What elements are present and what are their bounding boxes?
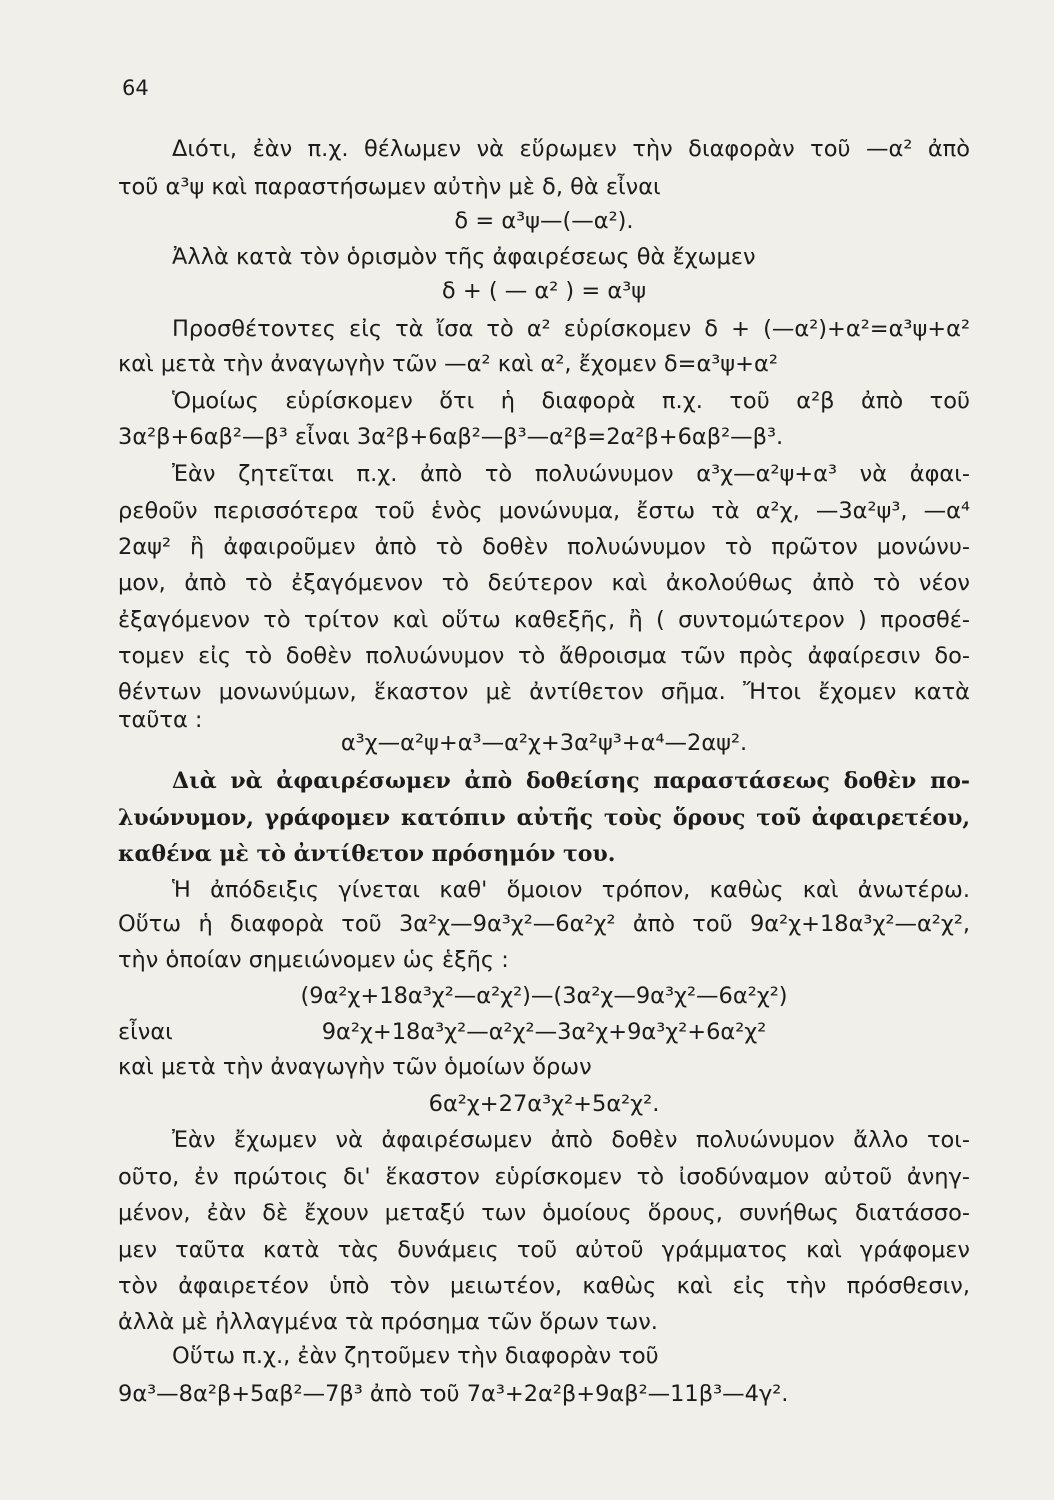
- text-line: τοῦ α³ψ καὶ παραστήσωμεν αὐτὴν μὲ δ, θὰ εἶναι: [118, 174, 661, 200]
- text-line: Προσθέτοντες εἰς τὰ ἴσα τὸ α² εὑρίσκομεν δ + (—α²)+α²=α³ψ+α²: [172, 316, 970, 342]
- text-line: θέντων μονωνύμων, ἕκαστον μὲ ἀντίθετον σῆμα. Ἤτοι ἔχομεν κατὰ: [118, 679, 970, 705]
- text-line: καὶ μετὰ τὴν ἀναγωγὴν τῶν —α² καὶ α², ἔχομεν δ=α³ψ+α²: [118, 351, 778, 377]
- text-line: ἀλλὰ μὲ ἠλλαγμένα τὰ πρόσημα τῶν ὅρων των.: [118, 1309, 658, 1335]
- formula-line: δ = α³ψ—(—α²).: [454, 208, 634, 234]
- text-line: τὸν ἀφαιρετέον ὑπὸ τὸν μειωτέον, καθὼς καὶ εἰς τὴν πρόσθεσιν,: [118, 1273, 970, 1299]
- formula-line: 6α²χ+27α³χ²+5α²χ².: [428, 1091, 660, 1117]
- text-line: ἐξαγόμενον τὸ τρίτον καὶ οὕτω καθεξῆς, ἢ ( συντομώτερον ) προσθέ-: [118, 607, 970, 633]
- text-line: 3α²β+6αβ²—β³ εἶναι 3α²β+6αβ²—β³—α²β=2α²β+6αβ²—β³.: [118, 424, 784, 450]
- text-line: 2αψ² ἢ ἀφαιροῦμεν ἀπὸ τὸ δοθὲν πολυώνυμον τὸ πρῶτον μονώνυ-: [118, 534, 970, 560]
- rule-bold-line: Διὰ νὰ ἀφαιρέσωμεν ἀπὸ δοθείσης παραστάσεως δοθὲν πο-: [172, 768, 970, 794]
- text-line: ταῦτα :: [118, 707, 203, 733]
- text-label: εἶναι: [118, 1019, 173, 1045]
- text-line: Ἐὰν ἔχωμεν νὰ ἀφαιρέσωμεν ἀπὸ δοθὲν πολυώνυμον ἄλλο τοι-: [172, 1127, 970, 1153]
- text-line: οῦτο, ἐν πρώτοις δι' ἕκαστον εὑρίσκομεν τὸ ἰσοδύναμον αὐτοῦ ἀνηγ-: [118, 1164, 970, 1190]
- text-line: Ὁμοίως εὑρίσκομεν ὅτι ἡ διαφορὰ π.χ. τοῦ α²β ἀπὸ τοῦ: [172, 388, 970, 414]
- rule-bold-line: λυώνυμον, γράφομεν κατόπιν αὐτῆς τοὺς ὅρους τοῦ ἀφαιρετέου,: [118, 805, 970, 831]
- text-line: καὶ μετὰ τὴν ἀναγωγὴν τῶν ὁμοίων ὅρων: [118, 1054, 592, 1080]
- text-line: Ἡ ἀπόδειξις γίνεται καθ' ὅμοιον τρόπον, καθὼς καὶ ἀνωτέρω.: [172, 877, 970, 903]
- text-line: ρεθοῦν περισσότερα τοῦ ἑνὸς μονώνυμα, ἔστω τὰ α²χ, —3α²ψ³, —α⁴: [118, 498, 970, 524]
- text-line: μένον, ἐὰν δὲ ἔχουν μεταξύ των ὁμοίους ὅρους, συνήθως διατάσσο-: [118, 1200, 970, 1226]
- formula-line: (9α²χ+18α³χ²—α²χ²)—(3α²χ—9α³χ²—6α²χ²): [300, 983, 788, 1009]
- text-line: Διότι, ἐὰν π.χ. θέλωμεν νὰ εὕρωμεν τὴν διαφορὰν τοῦ —α² ἀπὸ: [172, 136, 970, 162]
- text-line: μον, ἀπὸ τὸ ἐξαγόμενον τὸ δεύτερον καὶ ἀκολούθως ἀπὸ τὸ νέον: [118, 570, 970, 596]
- text-line: τὴν ὁποίαν σημειώνομεν ὡς ἑξῆς :: [118, 947, 509, 973]
- text-line: Ἀλλὰ κατὰ τὸν ὁρισμὸν τῆς ἀφαιρέσεως θὰ ἔχωμεν: [172, 244, 756, 270]
- text-line: Οὕτω ἡ διαφορὰ τοῦ 3α²χ—9α³χ²—6α²χ² ἀπὸ τοῦ 9α²χ+18α³χ²—α²χ²,: [118, 911, 970, 937]
- text-line: Οὕτω π.χ., ἐὰν ζητοῦμεν τὴν διαφορὰν τοῦ: [172, 1343, 659, 1369]
- text-line: μεν ταῦτα κατὰ τὰς δυνάμεις τοῦ αὐτοῦ γράμματος καὶ γράφομεν: [118, 1237, 970, 1263]
- formula-line: α³χ—α²ψ+α³—α²χ+3α²ψ³+α⁴—2αψ².: [340, 730, 748, 756]
- text-line: Ἐὰν ζητεῖται π.χ. ἀπὸ τὸ πολυώνυμον α³χ—α²ψ+α³ νὰ ἀφαι-: [172, 461, 970, 487]
- rule-bold-line: καθένα μὲ τὸ ἀντίθετον πρόσημόν του.: [118, 841, 616, 867]
- formula-line: δ + ( — α² ) = α³ψ: [441, 278, 647, 304]
- text-line: 9α³—8α²β+5αβ²—7β³ ἀπὸ τοῦ 7α³+2α²β+9αβ²—11β³—4γ².: [118, 1381, 789, 1407]
- text-line: τομεν εἰς τὸ δοθὲν πολυώνυμον τὸ ἄθροισμα τῶν πρὸς ἀφαίρεσιν δο-: [118, 643, 970, 669]
- formula-line: 9α²χ+18α³χ²—α²χ²—3α²χ+9α³χ²+6α²χ²: [321, 1019, 767, 1045]
- page-number: 64: [122, 76, 149, 100]
